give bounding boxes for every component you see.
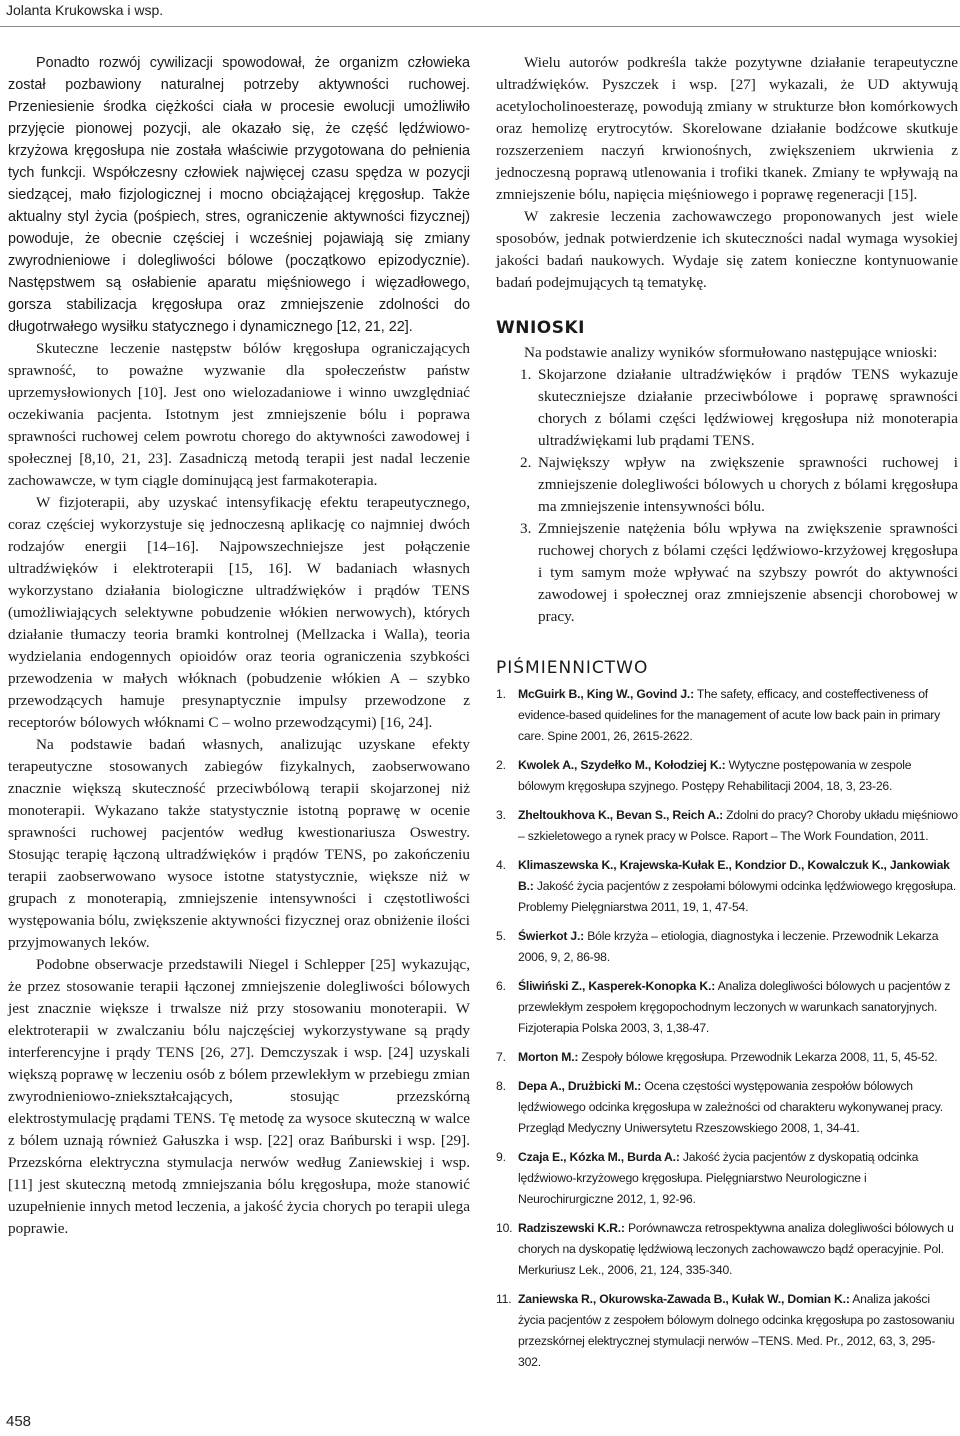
reference-number: 2. — [496, 758, 506, 772]
reference-number: 11. — [496, 1292, 512, 1306]
conclusion-text: Skojarzone działanie ultradźwięków i prądów TENS wykazuje skuteczniejsze działanie przeciwbólowe i poprawę sprawności chorych z bólami części lędźwiowej kręgosłupa niż monoterapia ultradźwiękami lub prądami TENS. — [538, 366, 958, 449]
reference-number: 8. — [496, 1079, 506, 1093]
reference-text: Jakość życia pacjentów z dyskopatią odcinka lędźwiowo-krzyżowego kręgosłupa. Pielęgniarstwo Neurologiczne i Neurochirurgiczne 2012, 1, 92-96. — [518, 1150, 919, 1206]
reference-number: 3. — [496, 808, 506, 822]
body-paragraph: Podobne obserwacje przedstawili Niegel i Schlepper [25] wykazując, że przez stosowanie terapii łączonej zmniejszenie dolegliwości bólowych jest znacznie większe i trwalsze niż przy stosowaniu monoterapii. W elektroterapii w zwalczaniu bólu najczęściej wykorzystywane są prądy interferencyjne i prądy TENS [26, 27]. Demczyszak i wsp. [24] uzyskali większą poprawę w leczeniu osób z bólem przewlekłym w przebiegu zmian zwyrodnieniowo-zniekształcających, stosując przezskórną elektrostymulację prądami TENS. Tę metodę za wysoce skuteczną w walce z bólem uznają również Gałuszka i wsp. [22] oraz Bańburski i wsp. [29]. Przezskórna elektryczna stymulacja nerwów według Zaniewskiej i wsp. [11] jest skuteczną metodą zmniejszania bólu kręgosłupa, może stanowić uzupełnienie innych metod leczenia, a jakość życia chorych po terapii ulega poprawie. — [8, 956, 470, 1237]
page-number: 458 — [6, 1413, 32, 1430]
conclusion-item — [496, 452, 958, 518]
reference-text: Zespoły bólowe kręgosłupa. Przewodnik Lekarza 2008, 11, 5, 45-52. — [578, 1050, 938, 1064]
reference-authors: Śliwiński Z., Kasperek-Konopka K.: — [518, 979, 716, 993]
reference-item — [496, 1047, 958, 1068]
reference-text: Zdolni do pracy? Choroby układu mięśniowo – szkieletowego a rynek pracy w Polsce. Raport – The Work Foundation, 2011. — [518, 808, 958, 843]
header-divider — [0, 26, 960, 27]
reference-number: 10. — [496, 1221, 513, 1235]
reference-number: 7. — [496, 1050, 506, 1064]
reference-authors: Świerkot J.: — [518, 929, 585, 943]
reference-authors: Zheltoukhova K., Bevan S., Reich A.: — [518, 808, 723, 822]
reference-text: Analiza dolegliwości bólowych u pacjentów z przewlekłym zespołem kręgopochodnym leczonych w warunkach sanatoryjnych. Fizjoterapia Polska 2003, 3, 1,38-47. — [518, 979, 951, 1035]
conclusion-number: 1. — [520, 366, 532, 383]
reference-number: 6. — [496, 979, 506, 993]
reference-authors: Depa A., Drużbicki M.: — [518, 1079, 642, 1093]
body-paragraph: Skuteczne leczenie następstw bólów kręgosłupa ograniczających sprawność, to poważne wyzwanie dla społeczeństw państw uprzemysłowionych [10]. Jest ono wielozadaniowe i winno uwzględniać oczekiwania pacjenta. Istotnym jest zmniejszenie bólu i poprawa sprawności ruchowej celem powrotu chorego do aktywności zawodowej i społecznej [8,10, 21, 23]. Zasadniczą metodą terapii jest nadal leczenie zachowawcze, w tym ciągle dominującą jest farmakoterapia. — [8, 340, 470, 489]
reference-authors: Zaniewska R., Okurowska-Zawada B., Kułak W., Domian K.: — [518, 1292, 850, 1306]
reference-text: The safety, efficacy, and costeffectiveness of evidence-based quidelines for the management of acute low back pain in primary care. Spine 2001, 26, 2615-2622. — [518, 687, 941, 743]
reference-number: 9. — [496, 1150, 506, 1164]
reference-item — [496, 684, 958, 747]
reference-item — [496, 1289, 958, 1373]
body-paragraph: W zakresie leczenia zachowawczego proponowanych jest wiele sposobów, jednak potwierdzenie ich skuteczności nadal wymaga wysokiej jakości badań naukowych. Wydaje się zatem konieczne kontynuowanie badań podejmujących tą tematykę. — [496, 208, 958, 291]
reference-item — [496, 1218, 958, 1281]
conclusion-text: Zmniejszenie natężenia bólu wpływa na zwiększenie sprawności ruchowej chorych z bólami części lędźwiowo-krzyżowej kręgosłupa i tym samym może wpływać na szybszy powrót do aktywności zawodowej i społecznej oraz zmniejszenie absencji chorobowej w pracy. — [538, 520, 958, 625]
body-paragraph: Ponadto rozwój cywilizacji spowodował, że organizm człowieka został pozbawiony naturalnej potrzeby aktywności ruchowej. Przeniesienie środka ciężkości ciała w procesie ewolucji umożliwiło przyjęcie pionowej pozycji, ale okazało się, że część lędźwiowo-krzyżowa kręgosłupa nie została właściwie przygotowana do pełnienia tych funkcji. Współczesny człowiek najwięcej czasu spędza w pozycji siedzącej, mało fizjologicznej i mocno obciążającej kręgosłup. Także aktualny styl życia (pośpiech, stres, ograniczenie aktywności fizycznej) powoduje, że obecnie częściej i wcześniej pojawiają się zmiany zwyrodnieniowe i dolegliwości bólowe (początkowo epizodycznie). Następstwem są osłabienie aparatu mięśniowego i więzadłowego, gorsza stabilizacja kręgosłupa oraz zmniejszenie zdolności do długotrwałego wysiłku statycznego i dynamicznego [12, 21, 22]. — [8, 55, 470, 335]
reference-text: Wytyczne postępowania w zespole bólowym kręgosłupa szyjnego. Postępy Rehabilitacji 2004, 18, 3, 23-26. — [518, 758, 912, 793]
reference-authors: Kwolek A., Szydełko M., Kołodziej K.: — [518, 758, 726, 772]
conclusions-intro: Na podstawie analizy wyników sformułowano następujące wnioski: — [524, 344, 938, 361]
reference-authors: Czaja E., Kózka M., Burda A.: — [518, 1150, 680, 1164]
reference-text: Porównawcza retrospektywna analiza dolegliwości bólowych u chorych na dyskopatię lędźwiową leczonych zachowawczo bądź operacyjnie. Pol. Merkuriusz Lek., 2006, 21, 124, 335-340. — [518, 1221, 954, 1277]
reference-item — [496, 926, 958, 968]
body-paragraph: Wielu autorów podkreśla także pozytywne działanie terapeutyczne ultradźwięków. Pyszczek i wsp. [27] wykazali, że UD aktywują acetylocholinoesterazę, powodują zmiany w strukturze błon komórkowych oraz hemolizę erytrocytów. Skorelowane działanie bodźcowe skutkuje rozszerzeniem naczyń krwionośnych, zwiększeniem ukrwienia z jednoczesną poprawą utlenowania i trofiki tkanek. Zmiany te wpływają na zmniejszenie bólu, napięcia mięśniowego i poprawę regeneracji [15]. — [496, 54, 958, 203]
right-column — [496, 52, 958, 1381]
conclusion-number: 3. — [520, 520, 532, 537]
conclusions-list — [496, 364, 958, 628]
left-column — [8, 52, 470, 1240]
reference-item — [496, 1147, 958, 1210]
references-heading: PIŚMIENNICTWO — [496, 658, 649, 678]
conclusion-number: 2. — [520, 454, 532, 471]
reference-authors: Morton M.: — [518, 1050, 579, 1064]
running-header: Jolanta Krukowska i wsp. — [6, 2, 164, 18]
reference-item — [496, 755, 958, 797]
reference-item — [496, 855, 958, 918]
reference-text: Analiza jakości życia pacjentów z zespołem bólowym dolnego odcinka kręgosłupa po zastosowaniu przezskórnej elektrycznej stymulacji nerwów –TENS. Med. Pr., 2012, 63, 3, 295-302. — [518, 1292, 955, 1369]
body-paragraph: W fizjoterapii, aby uzyskać intensyfikację efektu terapeutycznego, coraz częściej wykorzystuje się jednoczesną aplikację co najmniej dwóch rodzajów energii [14–16]. Najpowszechniejsze jest połączenie ultradźwięków i elektroterapii [15, 16]. W badaniach własnych wykorzystano działania biologiczne ultradźwięków i prądów TENS (umożliwiających selektywne pobudzenie włókien nerwowych), których działanie tłumaczy teoria bramki kontrolnej (Mellzacka i Walla), teoria wydzielania endogennych opioidów oraz teoria ograniczenia szybkości przewodzenia w małych włóknach (pobudzenie włókien A – szybko przewodzących hamuje presynaptycznie impulsy przewodzone z receptorów bólowych włóknami C – wolno przewodzącymi) [16, 24]. — [8, 494, 470, 731]
reference-authors: Radziszewski K.R.: — [518, 1221, 625, 1235]
reference-number: 5. — [496, 929, 506, 943]
reference-number: 4. — [496, 858, 506, 872]
conclusion-item — [496, 364, 958, 452]
conclusions-heading: WNIOSKI — [496, 318, 585, 338]
body-paragraph: Na podstawie badań własnych, analizując uzyskane efekty terapeutyczne stosowanych zabiegów fizykalnych, zaobserwowano znacznie większą skuteczność przeciwbólową terapii skojarzonej niż monoterapii. Wykazano także statystycznie istotną poprawę w ocenie sprawności ruchowej pacjentów według kwestionariusza Oswestry. Stosując terapię łączoną ultradźwięków i prądów TENS, po zakończeniu terapii zaobserwowano wysoce istotne statystycznie, większe niż w grupach z monoterapią, zmniejszenie intensywności i częstotliwości występowania bólu, zwiększenie aktywności fizycznej oraz obniżenie ilości przyjmowanych leków. — [8, 736, 470, 951]
conclusion-text: Największy wpływ na zwiększenie sprawności ruchowej i zmniejszenie dolegliwości bólowych u chorych z bólami kręgosłupa ma zmniejszenie intensywności bólu. — [538, 454, 958, 515]
references-list — [496, 684, 958, 1373]
reference-number: 1. — [496, 687, 506, 701]
conclusion-item — [496, 518, 958, 628]
reference-text: Jakość życia pacjentów z zespołami bólowymi odcinka lędźwiowego kręgosłupa. Problemy Pielęgniarstwa 2011, 19, 1, 47-54. — [518, 879, 957, 914]
reference-item — [496, 1076, 958, 1139]
reference-authors: McGuirk B., King W., Govind J.: — [518, 687, 694, 701]
reference-item — [496, 805, 958, 847]
reference-item — [496, 976, 958, 1039]
reference-text: Ocena częstości występowania zespołów bólowych lędźwiowego odcinka kręgosłupa w zależności od charakteru wykonywanej pracy. Przegląd Medyczny Uniwersytetu Rzeszowskiego 2008, 1, 34-41. — [518, 1079, 943, 1135]
reference-text: Bóle krzyża – etiologia, diagnostyka i leczenie. Przewodnik Lekarza 2006, 9, 2, 86-98. — [518, 929, 939, 964]
reference-authors: Klimaszewska K., Krajewska-Kułak E., Kondzior D., Kowalczuk K., Jankowiak B.: — [518, 858, 950, 893]
